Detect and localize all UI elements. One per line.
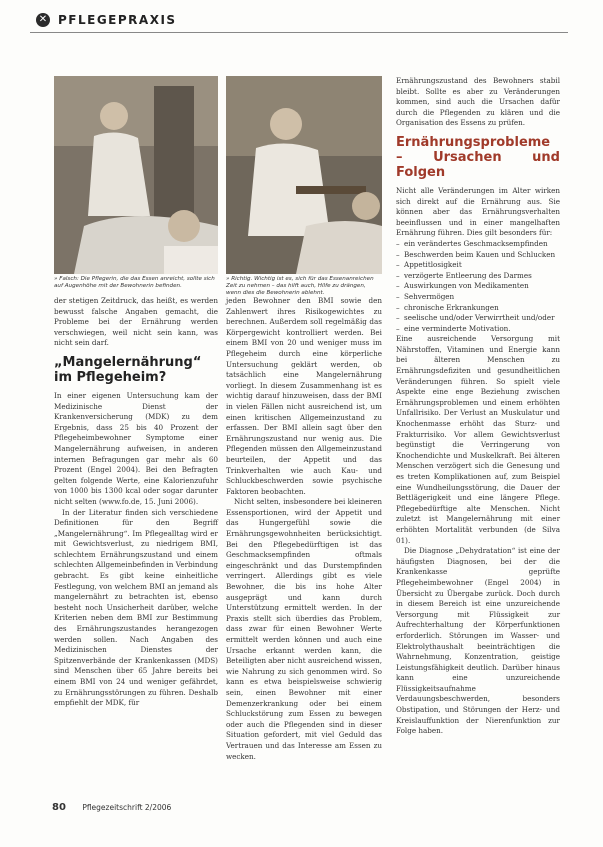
header-rule <box>30 32 568 33</box>
list-item: – Beschwerden beim Kauen und Schlucken <box>396 250 560 261</box>
col3-heading: Ernährungsprobleme – Ursachen und Folgen <box>396 134 560 180</box>
caption-left: » Falsch: Die Pflegerin, die das Essen anreicht, sollte sich auf Augenhöhe mit der Bewohnerin befinden. <box>54 276 215 290</box>
col3-paragraph-3: Die Diagnose „Dehydratation“ ist eine der häufigsten Diagnosen, bei der die Krankenkasse geprüfte Pflegeheimbewohner (Engel 2004) in Übersicht zu Übergabe zurück. Doch durch in diesem Bereich ist eine unzureichende Versorgung mit Flüssigkeit zur Aufrechterhaltung der Körperfunktionen erforderlich. Störungen im Wasser- und Elektrolythaushalt beeinträchtigen die Wahrnehmung, Konzentration, geistige Leistungsfähigkeit deutlich. Darüber hinaus kann eine unzureichende Flüssigkeitsaufnahme Verdauungsbeschwerden, besonders Obstipation, und Störungen der Herz- und Kreislauffunktion der Nierenfunktion zur Folge haben. <box>396 546 560 736</box>
risk-factor-list <box>396 239 560 334</box>
col1-intro: der stetigen Zeitdruck, das heißt, es werden bewusst falsche Angaben gemacht, die Probleme bei der Ernährung werden verschwiegen, weil nicht sein kann, was nicht sein darf. <box>54 296 218 348</box>
list-item: – ein verändertes Geschmacksempfinden <box>396 239 560 250</box>
col3-intro: Ernährungszustand des Bewohners stabil bleibt. Sollte es aber zu Veränderungen kommen, sind auch die Ursachen dafür durch die Pflegenden zu klären und die Organisation des Essens zu prüfen. <box>396 76 560 128</box>
page-header <box>30 8 590 34</box>
x-circle-icon: ✕ <box>36 13 50 27</box>
caption-right: » Richtig. Wichtig ist es, sich für das Essenanreichen Zeit zu nehmen – das hilft auch, Hilfe zu drängen, wenn dies die Bewohnerin ablehnt. <box>226 276 374 297</box>
list-item: – Auswirkungen von Medikamenten <box>396 281 560 292</box>
page-footer <box>52 802 171 813</box>
col1-heading: „Mangelernährung“ im Pflegeheim? <box>54 354 202 385</box>
col3-paragraph-1: Nicht alle Veränderungen im Alter wirken sich direkt auf die Ernährung aus. Sie können aber das Ernährungsverhalten beeinflussen und in einer mangelhaften Ernährung führen. Dies gilt besonders für: <box>396 185 560 238</box>
list-item: – seelische und/oder Verwirrtheit und/oder <box>396 313 560 324</box>
column-2 <box>226 296 382 762</box>
col2-paragraph-2: Nicht selten, insbesondere bei kleineren Essensportionen, wird der Appetit und das Hungergefühl sowie die Ernährungsgewohnheiten berücksichtigt. Bei den Pflegebedürftigen ist das Geschmacksempfinden oftmals eingeschränkt und das Durstempfinden verringert. Allerdings gibt es viele Bewohner, die bis ins hohe Alter ausgeprägt und kann durch Unterstützung ermittelt werden. In der Praxis stellt sich überdies das Problem, dass zwar für einen Bewohner Werte ermittelt werden können und auch eine Ursache erkannt werden kann, die Beteiligten aber nicht ausreichend wissen, wie Nahrung zu sich genommen wird. So kann es etwa beispielsweise schwierig sein, einen Bewohner mit einer Demenzerkrankung oder bei einem Schluckstörung zum Essen zu bewegen oder auch die Pflegenden sind in dieser Situation gefordert, mit viel Geduld das Vertrauen und das Interesse am Essen zu wecken. <box>226 497 382 761</box>
journal-name: Pflegezeitschrift 2/2006 <box>82 803 172 812</box>
column-1 <box>54 296 218 709</box>
photo-wrong-feeding <box>54 76 218 274</box>
col1-paragraph-2: In der Literatur finden sich verschiedene Definitionen für den Begriff „Mangelernährung“. Im Pflegealltag wird er mit Gewichtsverlust, zu niedrigem BMI, schlechtem Ernährungszustand und einem schlechten Allgemeinbefinden in Verbindung gebracht. Es gibt keine einheitliche Festlegung, von welchem BMI an jemand als mangelernährt zu betrachten ist, ebenso besteht noch Unsicherheit darüber, welche Kriterien neben dem BMI zur Bestimmung des Ernährungszustandes herangezogen werden sollen. Nach Angaben des Medizinischen Dienstes der Spitzenverbände der Krankenkassen (MDS) sind Menschen über 65 Jahre bereits bei einem BMI von 24 und weniger gefährdet, zu Ernährungsstörungen zu führen. Deshalb empfiehlt der MDK, für <box>54 507 218 708</box>
list-item: – verzögerte Entleerung des Darmes <box>396 271 560 282</box>
col1-paragraph-1: In einer eigenen Untersuchung kam der Medizinische Dienst der Krankenversicherung (MDK) zu dem Ergebnis, dass 25 bis 40 Prozent der Pflegeheimbewohner Symptome einer Mangelernährung aufweisen, in anderen internen Befragungen gar mehr als 60 Prozent (Engel 2004). Bei den Befragten gelten folgende Werte, eine Kalorienzufuhr von 1000 bis 1300 kcal oder sogar darunter nicht selten (www.fo.de, 15. Juni 2006). <box>54 390 218 506</box>
col2-paragraph-1: jeden Bewohner den BMI sowie den Zahlenwert ihres Risikogewichtes zu berechnen. Außerdem soll regelmäßig das Körpergewicht kontrolliert werden. Bei einem BMI von 20 und weniger muss im Pflegeheim durch eine körperliche Untersuchung geklärt werden, ob tatsächlich eine Mangelernährung vorliegt. In diesem Zusammenhang ist es wichtig darauf hinzuweisen, dass der BMI in vielen Fällen nicht ausreichend ist, um einen kritischen Allgemeinzustand zu erfassen. Der BMI allein sagt über den Ernährungszustand nur wenig aus. Die Pflegenden müssen den Allgemeinzustand beurteilen, der Appetit und das Trinkverhalten wie auch Kau- und Schluckbeschwerden sowie psychische Faktoren beobachten. <box>226 296 382 496</box>
list-item: – Appetitlosigkeit <box>396 260 560 271</box>
column-3 <box>396 76 560 737</box>
photo-right-feeding <box>226 76 382 274</box>
list-item: – Sehvermögen <box>396 292 560 303</box>
list-item: – eine verminderte Motivation. <box>396 324 560 335</box>
col3-paragraph-2: Eine ausreichende Versorgung mit Nährstoffen, Vitaminen und Energie kann bei älteren Menschen zu Ernährungsdefiziten und gesundheitlichen Veränderungen führen. So spielt viele Aspekte eine enge Beziehung zwischen Ernährungsproblemen und einem erhöhten Unfallrisiko. Der Verlust an Muskulatur und Knochenmasse erhöht das Sturz- und Frakturrisiko. Vor allem Gewichtsverlust begünstigt die Verringerung von Knochendichte und Muskelkraft. Bei älteren Menschen verzögert sich die Genesung und es treten Komplikationen auf, zum Beispiel eine Wundheilungsstörung, die Dauer der Bettlägerigkeit und eine längere Pflege. Pflegebedürftige alte Menschen. Nicht zuletzt ist Mangelernährung mit einer erhöhten Mortalität verbunden (de Silva 01). <box>396 334 560 545</box>
list-item: – chronische Erkrankungen <box>396 303 560 314</box>
page-number: 80 <box>52 802 66 813</box>
section-title: PFLEGEPRAXIS <box>58 13 177 27</box>
